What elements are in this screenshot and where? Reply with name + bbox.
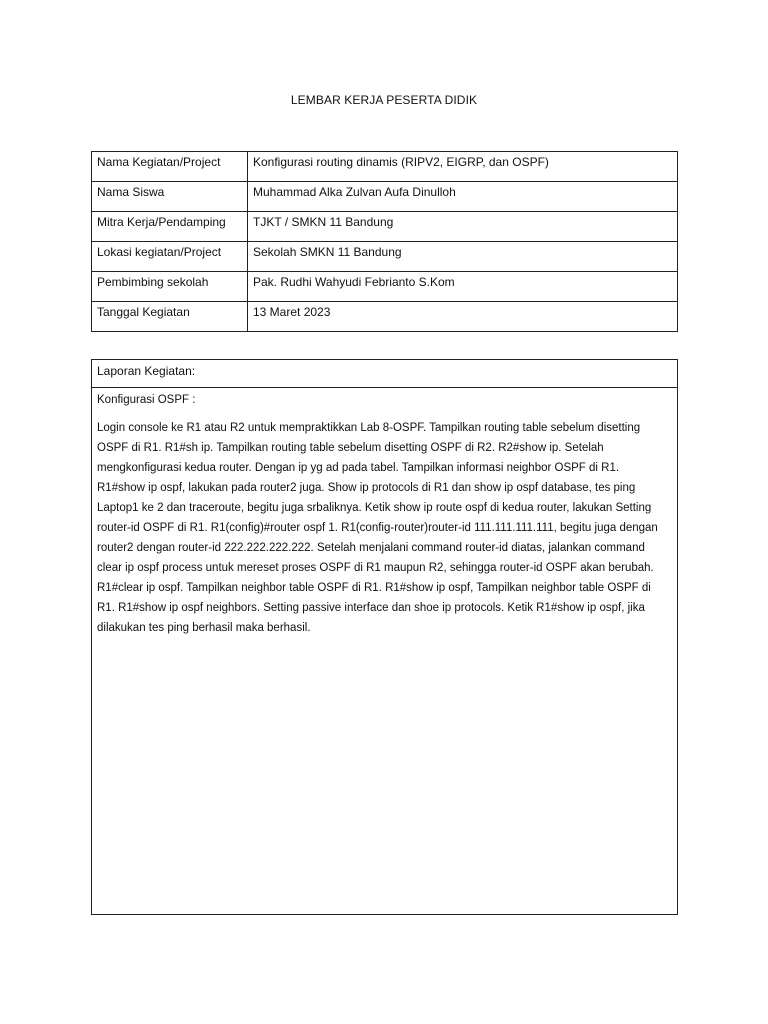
row-value-lokasi-kegiatan: Sekolah SMKN 11 Bandung: [248, 242, 678, 272]
report-heading: Laporan Kegiatan:: [92, 360, 677, 388]
row-value-nama-siswa: Muhammad Alka Zulvan Aufa Dinulloh: [248, 182, 678, 212]
table-row: [92, 302, 678, 332]
report-box: [91, 359, 678, 915]
row-label-nama-siswa: Nama Siswa: [92, 182, 248, 212]
info-table: [91, 151, 678, 332]
row-label-tanggal: Tanggal Kegiatan: [92, 302, 248, 332]
row-value-pembimbing: Pak. Rudhi Wahyudi Febrianto S.Kom: [248, 272, 678, 302]
table-row: [92, 242, 678, 272]
row-label-nama-kegiatan: Nama Kegiatan/Project: [92, 152, 248, 182]
report-body: [92, 388, 677, 638]
row-value-nama-kegiatan: Konfigurasi routing dinamis (RIPV2, EIGRP, dan OSPF): [248, 152, 678, 182]
table-row: [92, 152, 678, 182]
table-row: [92, 272, 678, 302]
report-subtitle: Konfigurasi OSPF :: [97, 394, 196, 406]
row-label-lokasi-kegiatan: Lokasi kegiatan/Project: [92, 242, 248, 272]
row-label-mitra-kerja: Mitra Kerja/Pendamping: [92, 212, 248, 242]
row-label-pembimbing: Pembimbing sekolah: [92, 272, 248, 302]
table-row: [92, 212, 678, 242]
row-value-tanggal: 13 Maret 2023: [248, 302, 678, 332]
row-value-mitra-kerja: TJKT / SMKN 11 Bandung: [248, 212, 678, 242]
table-row: [92, 182, 678, 212]
page-title: LEMBAR KERJA PESERTA DIDIK: [290, 93, 478, 107]
report-text: Login console ke R1 atau R2 untuk mempraktikkan Lab 8-OSPF. Tampilkan routing table sebelum disetting OSPF di R1. R1#sh ip. Tampilkan routing table sebelum disetting OSPF di R2. R2#show ip. Setelah mengkonfigurasi kedua router. Dengan ip yg ad pada tabel. Tampilkan informasi neighbor OSPF di R1. R1#show ip ospf, lakukan pada router2 juga. Show ip protocols di R1 dan show ip ospf database, tes ping Laptop1 ke 2 dan traceroute, begitu juga srbaliknya. Ketik show ip route ospf di kedua router, lakukan Setting router-id OSPF di R1. R1(config)#router ospf 1. R1(config-router)router-id 111.111.111.111, begitu juga dengan router2 dengan router-id 222.222.222.222. Setelah menjalani command router-id diatas, jalankan command clear ip ospf process untuk mereset proses OSPF di R1 maupun R2, sehingga router-id OSPF akan berubah. R1#clear ip ospf. Tampilkan neighbor table OSPF di R1. R1#show ip ospf, Tampilkan neighbor table OSPF di R1. R1#show ip ospf neighbors. Setting passive interface dan shoe ip protocols. Ketik R1#show ip ospf, jika dilakukan tes ping berhasil maka berhasil.: [97, 422, 658, 634]
